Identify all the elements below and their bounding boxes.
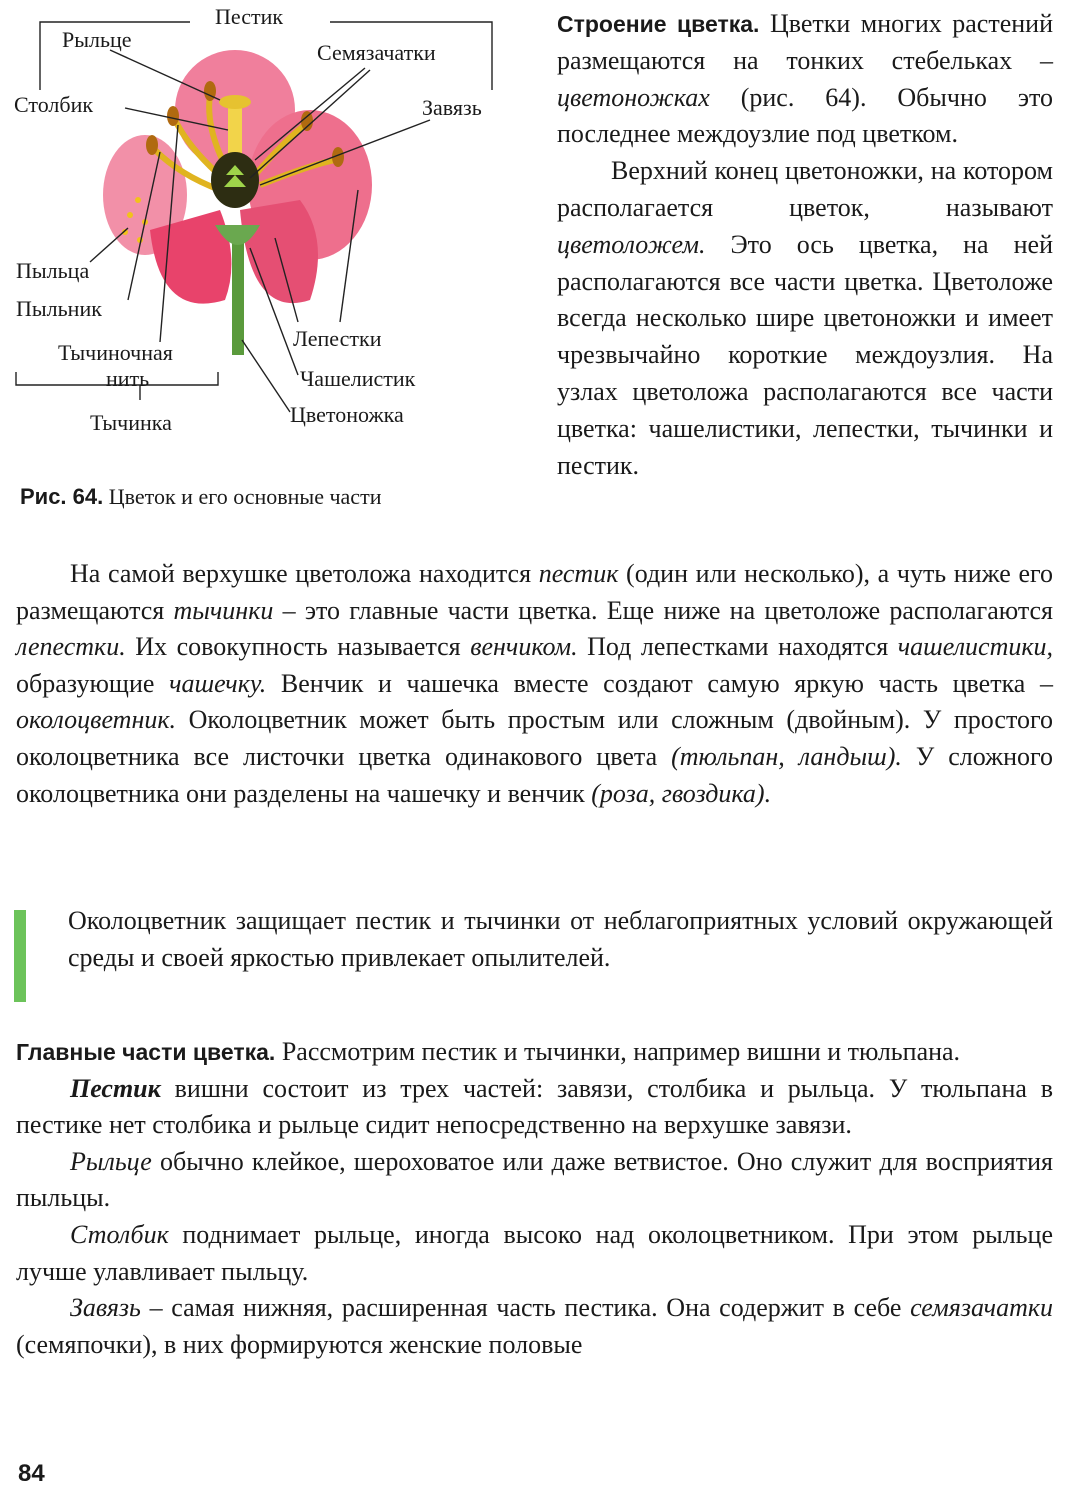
- text-run: На самой верхушке цветоложа находится: [70, 559, 532, 588]
- text-run: Это ось цветка, на ней располагаются все части цветка. Цветоложе всегда несколько шире цветоножки и имеет чрезвычайно короткие междоузлия. На узлах цветоложа располагаются все части цветка: чашелистики, лепестки, тычинки и пестик.: [557, 229, 1053, 480]
- label-pedicel: Цветоножка: [290, 402, 404, 427]
- paragraph-receptacle: [557, 153, 1053, 484]
- section-main-parts: [16, 1034, 1053, 1363]
- term-receptacle: цветоложем.: [557, 229, 706, 259]
- text-run: Рассмотрим пестик и тычинки, например вишни и тюльпана.: [281, 1037, 961, 1066]
- text-run: Верхний конец цветоножки, на котором располагается цветок, называют: [557, 156, 1053, 222]
- text-run: (рис. 64). Обычно это последнее междоузлие под цветком.: [557, 82, 1054, 149]
- label-stigma: Рыльце: [62, 27, 132, 52]
- term-sepals: чашелистики,: [897, 632, 1054, 662]
- text-run: Венчик и чашечка вместе создают самую яркую часть цветка –: [280, 668, 1054, 698]
- text-run: Их совокупность называется: [135, 632, 461, 662]
- text-run: вишни состоит из трех частей: завязи, столбика и рыльца. У тюльпана в пестике нет столбика и рыльце сидит непосредственно на верхушке завязи.: [16, 1073, 1054, 1140]
- term-ovules: семязачатки: [910, 1293, 1054, 1323]
- paragraph-perianth: [16, 556, 1053, 812]
- caption-text: Цветок и его основные части: [108, 484, 382, 509]
- term-stigma: Рыльце: [70, 1146, 152, 1176]
- label-pollen: Пыльца: [16, 258, 90, 283]
- term-corolla: венчиком.: [470, 632, 578, 662]
- text-run: – это главные части цветка. Еще ниже на цветоложе располагаются: [282, 595, 1053, 625]
- label-ovules: Семязачатки: [317, 40, 436, 65]
- right-column-text: [557, 6, 1053, 484]
- term-pedicels: цветоножках: [557, 82, 710, 112]
- label-filament-2: нить: [106, 366, 150, 391]
- paragraph-pistil: [16, 1071, 1053, 1144]
- paragraph-stigma: [16, 1144, 1053, 1217]
- pedicel-shape: [232, 235, 244, 355]
- label-pistil: Пестик: [215, 4, 284, 29]
- text-run: (семяпочки), в них формируются женские половые: [16, 1329, 583, 1359]
- term-stamens: тычинки: [173, 595, 274, 625]
- example-double: (роза, гвоздика).: [591, 778, 772, 808]
- note-box: Околоцветник защищает пестик и тычинки от неблагоприятных условий окружающей среды и своей яркостью привлекает опылителей.: [68, 906, 1053, 972]
- term-pistil: пестик: [538, 559, 619, 588]
- text-run: – самая нижняя, расширенная часть пестика. Она содержит в себе: [149, 1293, 902, 1323]
- text-run: У сложного околоцветника они разделены на чашечку и венчик: [16, 741, 1054, 808]
- example-simple: (тюльпан, ландыш).: [671, 741, 902, 771]
- section-heading-main-parts: Главные части цветка.: [16, 1039, 276, 1065]
- text-run: поднимает рыльце, иногда высоко над околоцветником. При этом рыльце лучше улавливает пыльцу.: [16, 1219, 1053, 1286]
- label-stamen: Тычинка: [90, 410, 172, 435]
- text-run: Околоцветник может быть простым или сложным (двойным). У простого околоцветника все листочки цветка одинакового цвета: [16, 705, 1053, 771]
- text-run: (один или несколько), а чуть ниже его размещаются: [16, 559, 1054, 625]
- paragraph-ovary: [16, 1290, 1053, 1363]
- term-style: Столбик: [70, 1219, 169, 1249]
- label-ovary: Завязь: [422, 95, 482, 120]
- text-run: обычно клейкое, шероховатое или даже ветвистое. Оно служит для восприятия пыльцы.: [16, 1146, 1053, 1213]
- term-pistil-bold: Пестик: [70, 1073, 161, 1103]
- label-anther: Пыльник: [16, 296, 102, 321]
- text-run: образующие: [16, 668, 155, 698]
- section-heading-structure: Строение цветка.: [557, 11, 760, 37]
- label-sepal: Чашелистик: [300, 366, 416, 391]
- label-filament-1: Тычиночная: [58, 340, 173, 365]
- figure-caption: [20, 482, 381, 512]
- paragraph-structure: [557, 6, 1053, 153]
- label-petals: Лепестки: [293, 326, 382, 351]
- flower-diagram: [10, 0, 550, 470]
- caption-number: Рис. 64.: [20, 484, 104, 509]
- term-ovary: Завязь: [70, 1293, 141, 1323]
- term-perianth: околоцветник.: [16, 705, 176, 735]
- stigma-shape: [219, 95, 251, 109]
- text-run: Под лепестками находятся: [587, 632, 889, 662]
- flower-figure: [10, 0, 550, 470]
- term-petals: лепестки.: [16, 632, 126, 662]
- text-run: Цветки многих растений размещаются на тонких стебельках –: [557, 9, 1053, 75]
- page-number: 84: [18, 1460, 45, 1487]
- paragraph-style: [16, 1217, 1053, 1290]
- term-calyx: чашечку.: [169, 668, 267, 698]
- note-marker-bar: [14, 910, 26, 1002]
- label-style: Столбик: [14, 92, 94, 117]
- paragraph-main-parts: [16, 1034, 1053, 1071]
